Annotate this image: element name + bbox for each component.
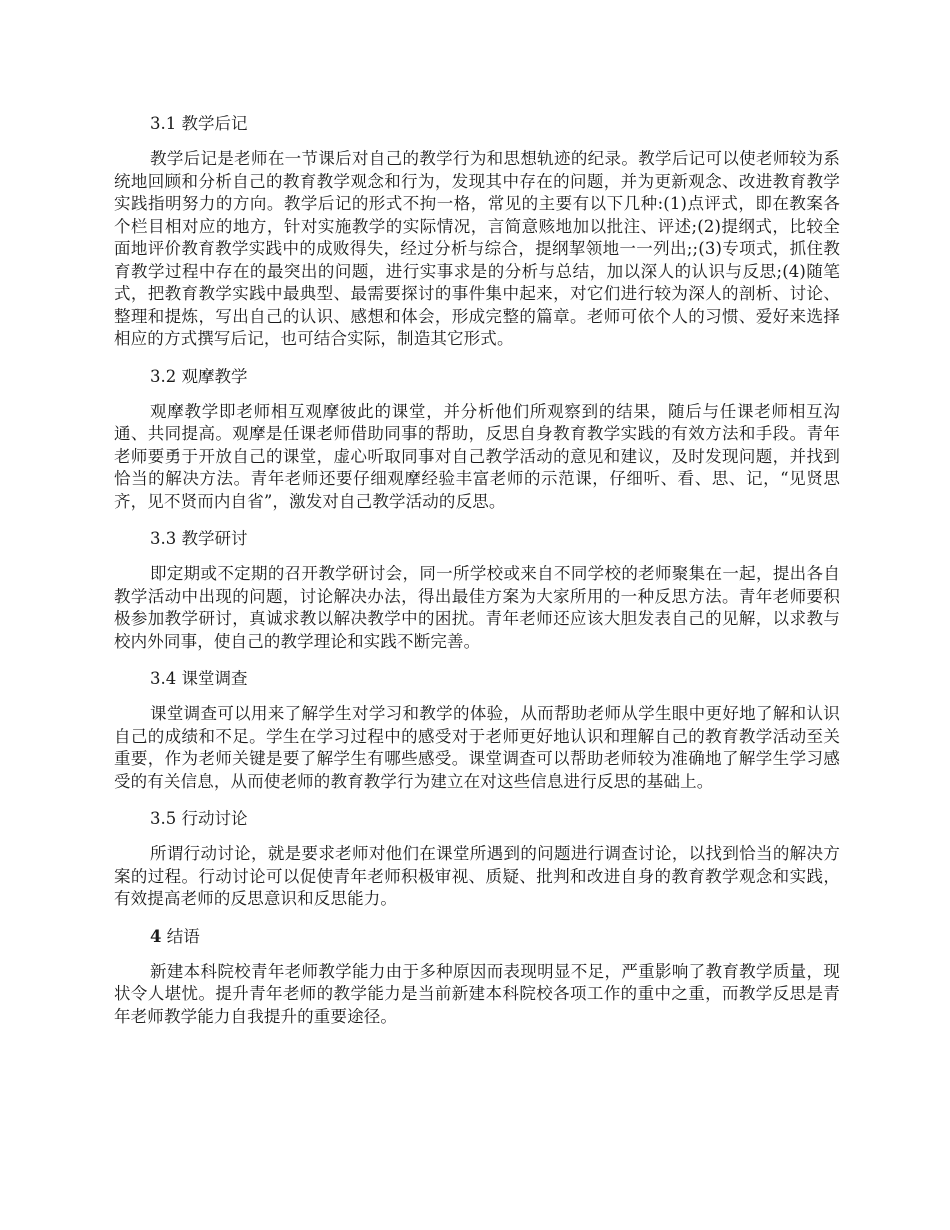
- section-body: 即定期或不定期的召开教学研讨会，同一所学校或来自不同学校的老师聚集在一起，提出各自教学活动中出现的问题，讨论解决办法，得出最佳方案为大家所用的一种反思方法。青年老师要积极参加教学研讨，真诚求教以解决教学中的困扰。青年老师还应该大胆发表自己的见解，以求教与校内外同事，使自己的教学理论和实践不断完善。: [114, 564, 840, 651]
- section-heading: 3.1 教学后记: [150, 114, 248, 133]
- section-body: 所谓行动讨论，就是要求老师对他们在课堂所遇到的问题进行调查讨论，以找到恰当的解决方案的过程。行动讨论可以促使青年老师积极审视、质疑、批判和改进自身的教育教学观念和实践，有效提高老师的反思意识和反思能力。: [114, 844, 840, 908]
- section-teaching-seminar: [114, 527, 840, 653]
- section-body: 教学后记是老师在一节课后对自己的教学行为和思想轨迹的纪录。教学后记可以使老师较为系统地回顾和分析自己的教育教学观念和行为，发现其中存在的问题，并为更新观念、改进教育教学实践指明努力的方向。教学后记的形式不拘一格，常见的主要有以下几种:(1)点评式，即在教案各个栏目相对应的地方，针对实施教学的实际情况，言简意赅地加以批注、评述;(2)提纲式，比较全面地评价教育教学实践中的成败得失，经过分析与综合，提纲挈领地一一列出;;(3)专项式，抓住教育教学过程中存在的最突出的问题，进行实事求是的分析与总结，加以深人的认识与反思;(4)随笔式，把教育教学实践中最典型、最需要探讨的事件集中起来，对它们进行较为深人的剖析、讨论、整理和提炼，写出自己的认识、感想和体会，形成完整的篇章。老师可依个人的习惯、爱好来选择相应的方式撰写后记，也可结合实际，制造其它形式。: [114, 149, 840, 348]
- section-heading: 3.5 行动讨论: [150, 809, 248, 828]
- section-body: 观摩教学即老师相互观摩彼此的课堂，并分析他们所观察到的结果，随后与任课老师相互沟通、共同提高。观摩是任课老师借助同事的帮助，反思自身教育教学实践的有效方法和手段。青年老师要勇于开放自己的课堂，虚心听取同事对自己教学活动的意见和建议，及时发现问题，并找到恰当的解决方法。青年老师还要仔细观摩经验丰富老师的示范课，仔细听、看、思、记，“见贤思齐，见不贤而内自省”，激发对自己教学活动的反思。: [114, 401, 840, 511]
- section-observation-teaching: [114, 365, 840, 514]
- section-action-discussion: [114, 807, 840, 911]
- conclusion-body: 新建本科院校青年老师教学能力由于多种原因而表现明显不足，严重影响了教育教学质量，现状令人堪忧。提升青年老师的教学能力是当前新建本科院校各项工作的重中之重，而教学反思是青年老师教学能力自我提升的重要途径。: [114, 961, 840, 1026]
- section-heading: 3.2 观摩教学: [150, 366, 248, 386]
- section-conclusion: [114, 925, 840, 1029]
- section-heading: 3.4 课堂调查: [150, 669, 248, 688]
- conclusion-number: 4: [150, 926, 162, 946]
- section-teaching-postscript: [114, 112, 840, 351]
- section-body: 课堂调查可以用来了解学生对学习和教学的体验，从而帮助老师从学生眼中更好地了解和认识自己的成绩和不足。学生在学习过程中的感受对于老师更好地认识和理解自己的教育教学活动至关重要，作为老师关键是要了解学生有哪些感受。课堂调查可以帮助老师较为准确地了解学生学习感受的有关信息，从而使老师的教育教学行为建立在对这些信息进行反思的基础上。: [114, 704, 840, 791]
- section-classroom-survey: [114, 667, 840, 793]
- conclusion-title: 结语: [166, 926, 200, 946]
- conclusion-heading: [114, 925, 840, 949]
- section-heading: 3.3 教学研讨: [150, 529, 248, 548]
- document-page: [114, 112, 840, 1042]
